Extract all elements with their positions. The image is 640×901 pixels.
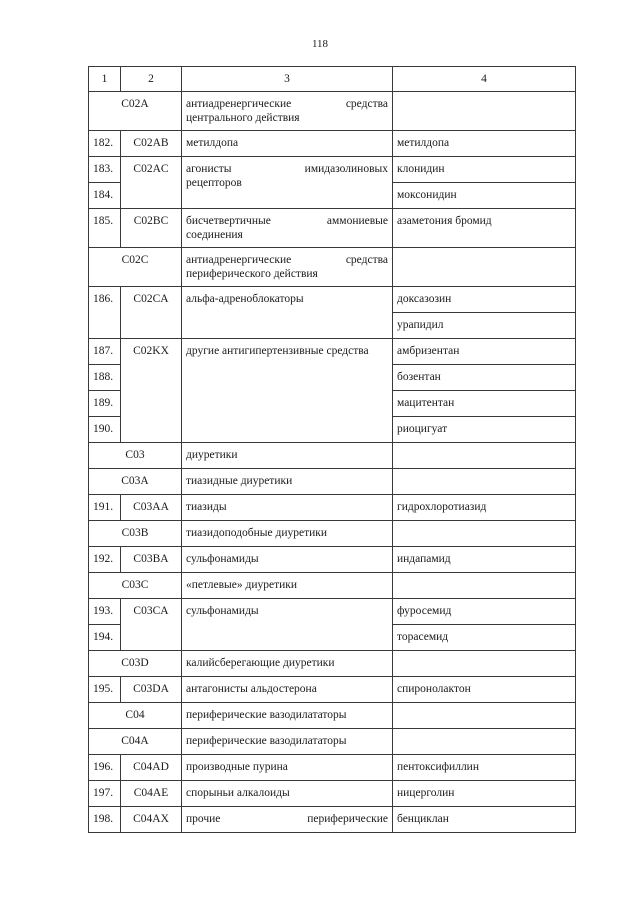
drug-name: фуросемид (393, 599, 576, 625)
table-row (89, 521, 576, 547)
header-cell-1: 1 (89, 67, 121, 92)
description: спорыньи алкалоиды (182, 781, 393, 807)
row-number: 194. (89, 625, 121, 651)
table-row (89, 248, 576, 287)
drug-cell (393, 92, 576, 131)
atc-code: C03CA (121, 599, 182, 651)
description: агонисты имидазолиновых рецепторов (182, 157, 393, 209)
group-description: антиадренергические средства периферического действия (182, 248, 393, 287)
page-number: 118 (311, 38, 329, 50)
description: антагонисты альдостерона (182, 677, 393, 703)
drug-name: спиронолактон (393, 677, 576, 703)
group-code: C03C (89, 573, 182, 599)
row-number: 183. (89, 157, 121, 183)
atc-code: C04AD (121, 755, 182, 781)
group-description: калийсберегающие диуретики (182, 651, 393, 677)
table-row (89, 157, 576, 183)
atc-code: C04AX (121, 807, 182, 833)
description: метилдопа (182, 131, 393, 157)
group-code: C03A (89, 469, 182, 495)
description: производные пурина (182, 755, 393, 781)
description: другие антигипертензивные средства (182, 339, 393, 443)
description: сульфонамиды (182, 547, 393, 573)
description: сульфонамиды (182, 599, 393, 651)
row-number: 191. (89, 495, 121, 521)
drug-cell (393, 443, 576, 469)
drug-name: амбризентан (393, 339, 576, 365)
drug-cell (393, 703, 576, 729)
group-code: C02A (89, 92, 182, 131)
table-row (89, 677, 576, 703)
group-description: периферические вазодилататоры (182, 729, 393, 755)
drug-name: пентоксифиллин (393, 755, 576, 781)
group-code: C03B (89, 521, 182, 547)
drug-name: бенциклан (393, 807, 576, 833)
table-row (89, 651, 576, 677)
table-row (89, 209, 576, 248)
drug-cell (393, 651, 576, 677)
row-number: 182. (89, 131, 121, 157)
table-row (89, 573, 576, 599)
atc-code: C03BA (121, 547, 182, 573)
group-description: периферические вазодилататоры (182, 703, 393, 729)
row-number: 188. (89, 365, 121, 391)
group-description: «петлевые» диуретики (182, 573, 393, 599)
table-row (89, 92, 576, 131)
description: бисчетвертичные аммониевые соединения (182, 209, 393, 248)
group-code: C04 (89, 703, 182, 729)
row-number: 193. (89, 599, 121, 625)
group-code: C02C (89, 248, 182, 287)
table-row (89, 547, 576, 573)
group-code: C03D (89, 651, 182, 677)
drug-name: индапамид (393, 547, 576, 573)
row-number: 192. (89, 547, 121, 573)
drug-name: азаметония бромид (393, 209, 576, 248)
drug-cell (393, 573, 576, 599)
atc-code: C02BC (121, 209, 182, 248)
table-row (89, 599, 576, 625)
drug-cell (393, 469, 576, 495)
medicine-table (88, 66, 576, 833)
group-description: диуретики (182, 443, 393, 469)
row-number: 196. (89, 755, 121, 781)
group-code: C03 (89, 443, 182, 469)
table-row (89, 287, 576, 313)
drug-name: торасемид (393, 625, 576, 651)
row-number: 187. (89, 339, 121, 365)
row-number: 184. (89, 183, 121, 209)
drug-name: урапидил (393, 313, 576, 339)
atc-code: C03DA (121, 677, 182, 703)
table-header-row (89, 67, 576, 92)
drug-name: доксазозин (393, 287, 576, 313)
description: альфа-адреноблокаторы (182, 287, 393, 339)
drug-name: бозентан (393, 365, 576, 391)
table-row (89, 807, 576, 833)
atc-code: C02AB (121, 131, 182, 157)
drug-name: гидрохлоротиазид (393, 495, 576, 521)
atc-code: C03AA (121, 495, 182, 521)
row-number: 189. (89, 391, 121, 417)
group-code: C04A (89, 729, 182, 755)
header-cell-2: 2 (121, 67, 182, 92)
row-number: 198. (89, 807, 121, 833)
group-description: тиазидоподобные диуретики (182, 521, 393, 547)
table-row (89, 729, 576, 755)
header-cell-3: 3 (182, 67, 393, 92)
drug-name: ницерголин (393, 781, 576, 807)
row-number: 195. (89, 677, 121, 703)
drug-name: моксонидин (393, 183, 576, 209)
atc-code: C02AC (121, 157, 182, 209)
row-number: 185. (89, 209, 121, 248)
drug-name: метилдопа (393, 131, 576, 157)
group-description: антиадренергические средства центрального действия (182, 92, 393, 131)
table-row (89, 781, 576, 807)
row-number: 190. (89, 417, 121, 443)
header-cell-4: 4 (393, 67, 576, 92)
row-number: 186. (89, 287, 121, 339)
table-row (89, 469, 576, 495)
group-description: тиазидные диуретики (182, 469, 393, 495)
table-row (89, 131, 576, 157)
drug-cell (393, 729, 576, 755)
drug-name: клонидин (393, 157, 576, 183)
table-row (89, 339, 576, 365)
atc-code: C02CA (121, 287, 182, 339)
description: прочие периферические (182, 807, 393, 833)
atc-code: C02KX (121, 339, 182, 443)
drug-cell (393, 521, 576, 547)
table-row (89, 703, 576, 729)
drug-cell (393, 248, 576, 287)
table-row (89, 755, 576, 781)
drug-name: риоцигуат (393, 417, 576, 443)
row-number: 197. (89, 781, 121, 807)
atc-code: C04AE (121, 781, 182, 807)
drug-name: мацитентан (393, 391, 576, 417)
table-row (89, 495, 576, 521)
table-row (89, 443, 576, 469)
description: тиазиды (182, 495, 393, 521)
